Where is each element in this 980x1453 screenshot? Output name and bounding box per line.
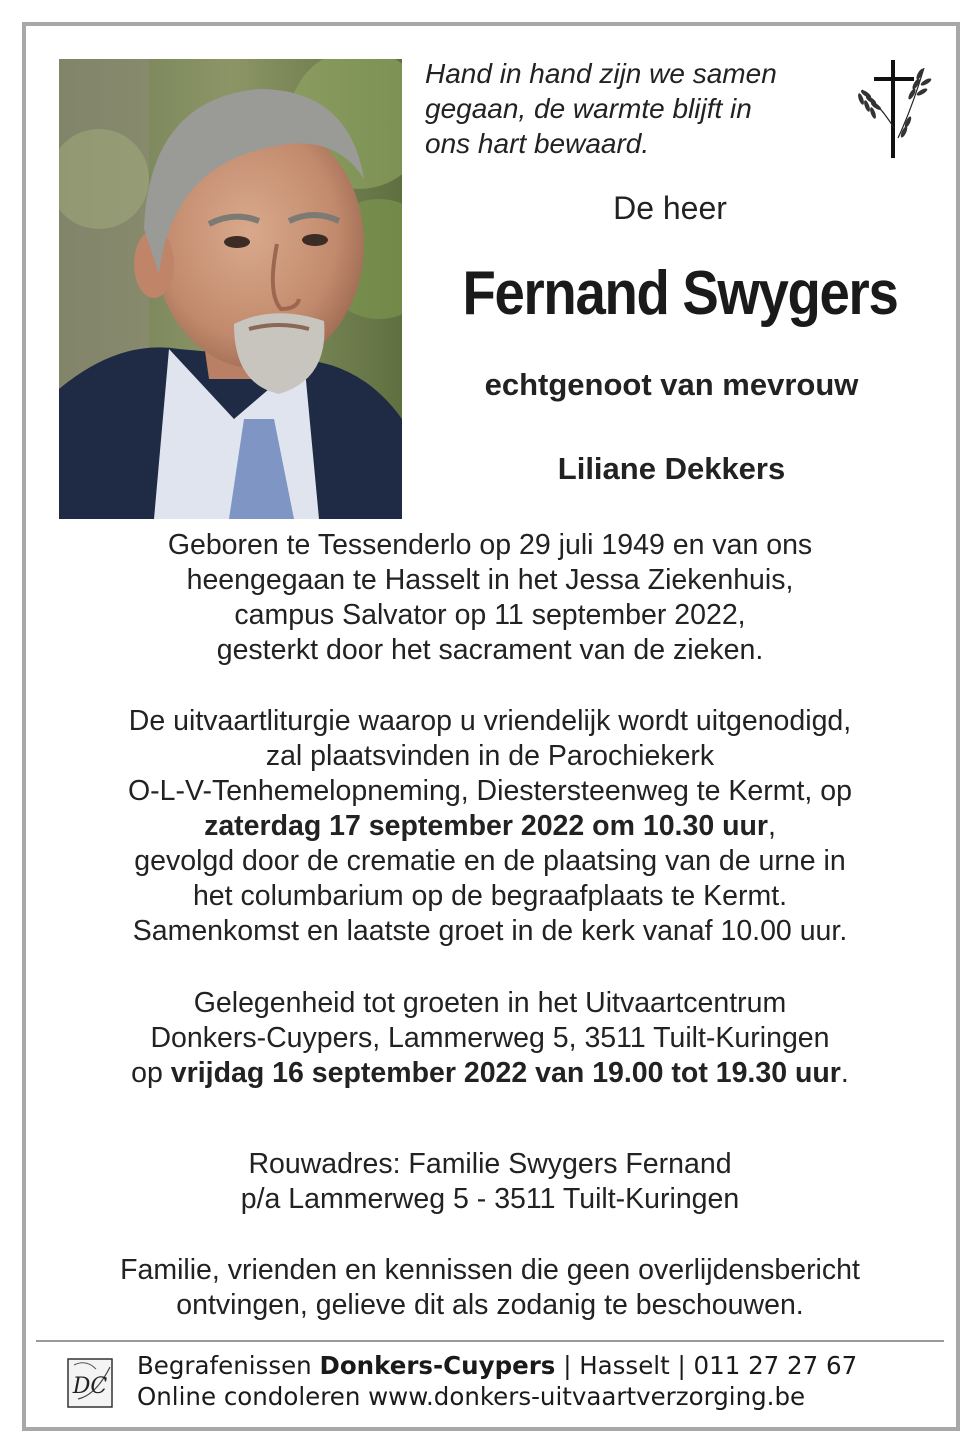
notice-paragraph	[40, 1253, 940, 1323]
funeral-line: Samenkomst en laatste groet in de kerk vanaf 10.00 uur.	[132, 915, 848, 947]
birth-line: Geboren te Tessenderlo op 29 juli 1949 en van ons	[167, 529, 813, 561]
footer-divider	[36, 1340, 944, 1342]
spouse-intro: echtgenoot van mevrouw	[484, 367, 859, 402]
visitation-date-line	[40, 1056, 940, 1091]
footer-contact: | Hasselt | 011 27 27 67	[555, 1351, 858, 1380]
visitation-line: Donkers-Cuypers, Lammerweg 5, 3511 Tuilt-Kuringen	[150, 1022, 830, 1054]
footer-text	[137, 1350, 937, 1412]
birth-line: heengegaan te Hasselt in het Jessa Ziekenhuis,	[186, 564, 794, 596]
visitation-line: Gelegenheid tot groeten in het Uitvaartcentrum	[193, 987, 787, 1019]
portrait-photo	[59, 59, 402, 519]
funeral-line: zal plaatsvinden in de Parochiekerk	[265, 740, 715, 772]
spouse-name: Liliane Dekkers	[557, 451, 786, 486]
notice-line: ontvingen, gelieve dit als zodanig te beschouwen.	[176, 1289, 804, 1321]
footer-online-condolence: Online condoleren www.donkers-uitvaartverzorging.be	[137, 1382, 806, 1411]
footer-prefix: Begrafenissen	[137, 1351, 320, 1380]
footer-company-line	[137, 1350, 937, 1381]
quote-line: ons hart bewaard.	[425, 128, 650, 159]
funeral-line: O-L-V-Tenhemelopneming, Diestersteenweg te Kermt, op	[128, 775, 852, 807]
cross-wheat-icon	[852, 58, 932, 160]
logo-letters: DC	[72, 1374, 108, 1399]
funeral-date-line	[40, 809, 940, 844]
memorial-quote	[425, 56, 835, 161]
visitation-date: vrijdag 16 september 2022 van 19.00 tot 19.30 uur	[170, 1057, 841, 1089]
honorific: De heer	[613, 190, 727, 226]
funeral-date-suffix: ,	[768, 810, 776, 842]
mourning-address	[40, 1147, 940, 1217]
birth-line: gesterkt door het sacrament van de zieken.	[216, 634, 764, 666]
notice-line: Familie, vrienden en kennissen die geen overlijdensbericht	[120, 1254, 860, 1286]
address-line: p/a Lammerweg 5 - 3511 Tuilt-Kuringen	[240, 1183, 740, 1215]
funeral-line: het columbarium op de begraafplaats te Kermt.	[192, 880, 788, 912]
funeral-line: gevolgd door de crematie en de plaatsing van de urne in	[134, 845, 846, 877]
birth-death-paragraph	[40, 528, 940, 668]
quote-line: Hand in hand zijn we samen	[425, 58, 777, 89]
birth-line: campus Salvator op 11 september 2022,	[234, 599, 746, 631]
footer-company: Donkers-Cuypers	[319, 1351, 556, 1380]
funeral-paragraph	[40, 704, 940, 949]
funeral-line: De uitvaartliturgie waarop u vriendelijk wordt uitgenodigd,	[128, 705, 852, 737]
funeral-date: zaterdag 17 september 2022 om 10.30 uur	[204, 810, 768, 842]
visitation-suffix: .	[840, 1057, 849, 1089]
deceased-name: Fernand Swygers	[462, 259, 898, 328]
visitation-paragraph	[40, 986, 940, 1091]
company-logo	[66, 1355, 118, 1411]
quote-line: gegaan, de warmte blijft in	[425, 93, 752, 124]
visitation-prefix: op	[131, 1057, 171, 1089]
address-line: Rouwadres: Familie Swygers Fernand	[248, 1148, 732, 1180]
